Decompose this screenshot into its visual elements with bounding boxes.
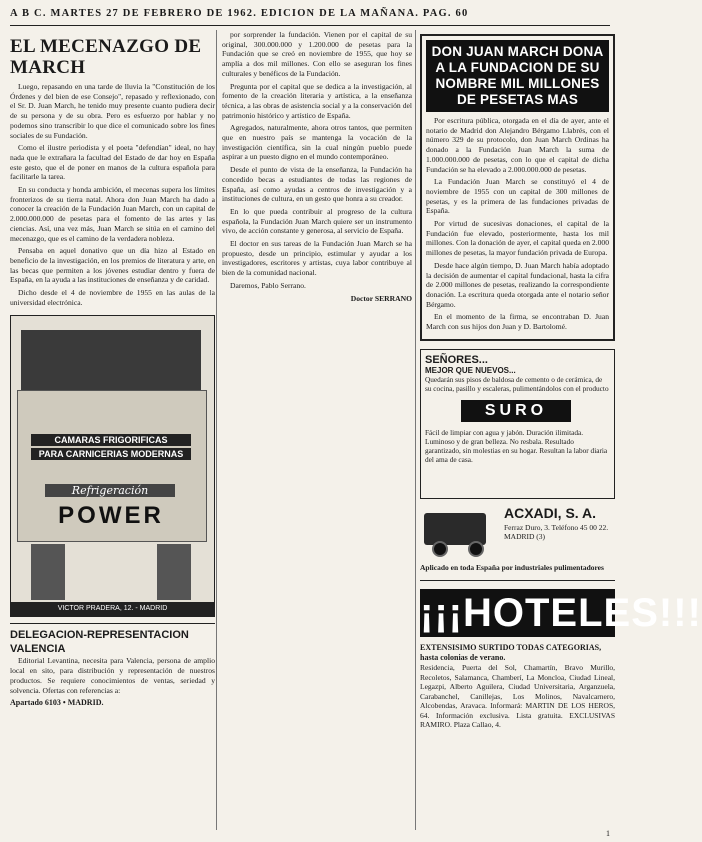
article-paragraph: En su conducta y honda ambición, el mecenas supera los límites fronterizos de su tierra natal. Ahora don Juan March ha dado a conocer la creación de la Fundación Juan March, con un capital de 2.000.000.000 de pesetas para el fomento de las artes y las ciencias. Así, una vez más, Juan March se sitúa en el camino del mecenazgo, que es el camino de la verdadera nobleza. xyxy=(10,185,215,243)
company-name: ACXADI, S. A. xyxy=(504,504,597,521)
truck-icon xyxy=(424,513,486,545)
floor-polish-ad xyxy=(420,349,615,499)
ad-subtitle: MEJOR QUE NUEVOS... xyxy=(425,365,516,375)
refrigeration-ad xyxy=(10,315,215,617)
acxadi-intro: Aplicado en toda España por industriales pulimentadores xyxy=(420,562,604,572)
article-paragraph: Daremos, Pablo Serrano. xyxy=(230,280,306,290)
article-paragraph: Agregados, naturalmente, ahora otros tantos, que permiten que en nuestro país se mantenga la vocación de la investigación científica, sin la cual ningún pueblo puede aspirar a un puesto digno en el mundo contemporáneo. xyxy=(222,123,412,162)
page-header: A B C. MARTES 27 DE FEBRERO DE 1962. EDICION DE LA MAÑANA. PAG. 60 xyxy=(10,3,610,26)
march-paragraph: En el momento de la firma, se encontraban D. Juan March con sus hijos don Juan y D. Bartolomé. xyxy=(426,312,609,332)
march-paragraph: La Fundación Juan March se constituyó el 4 de noviembre de 1955 con un capital de 300 millones de pesetas, y es la primera de las fundaciones privadas de España. xyxy=(426,177,609,216)
page-mark: 1 xyxy=(606,829,610,838)
ad-script-text: Refrigeración xyxy=(45,484,175,497)
left-column xyxy=(10,30,215,835)
ad-banner: CAMARAS FRIGORIFICAS xyxy=(31,434,191,446)
article-paragraph: Dicho desde el 4 de noviembre de 1955 en las aulas de la universidad electrónica. xyxy=(10,288,215,307)
ad-title: SEÑORES... xyxy=(425,353,488,366)
acxadi-ad xyxy=(420,505,615,563)
article-paragraph: Desde el punto de vista de la enseñanza, la Fundación ha concedido becas a estudiantes de todas las regiones de España, así como ayudas a centros de investigación y a instituciones de cultura, en un gesto que honra a su creador. xyxy=(222,165,412,204)
wheel-icon xyxy=(432,541,448,557)
march-paragraph: Por escritura pública, otorgada en el día de ayer, ante el notario de Madrid don Alejandro Bérgamo Llabrés, con el número 329 de su protocolo, don Juan March Ordinas ha donado a la Fundación Juan March la suma de 1.000.000.000 de pesetas, con lo que el capital de dicha Fundación se ha elevado a 2.000.000.000 de pesetas. xyxy=(426,116,609,174)
door-illustration xyxy=(157,544,191,600)
ad-text: Quedarán sus pisos de baldosa de cemento o de cerámica, de su cocina, pasillo y escaleras, pulimentándolos con el producto xyxy=(425,374,609,393)
hoteles-text: Residencia, Puerta del Sol, Chamartín, Bravo Murillo, Recoletos, Salamanca, Chamberí, La Moncloa, Ciudad Lineal, Legazpi, Alberto Aguilera, Ciudad Universitaria, Arganzuela, Carabanchel, Canillejas, Los Molinos, Navalcarnero, Alcobendas, Aravaca. Informará: MARTIN DE LOS HEROS, 64. Información exclusiva. Lista gratuita. EXCLUSIVAS RAMIRO. Plaza Callao, 4. xyxy=(420,663,615,730)
company-address: Ferraz Duro, 3. Teléfono 45 00 22. MADRID (3) xyxy=(504,522,609,541)
column-rule xyxy=(415,30,416,830)
march-donation-box xyxy=(420,34,615,341)
door-illustration xyxy=(31,544,65,600)
march-paragraph: Desde hace algún tiempo, D. Juan March había adoptado la decisión de aumentar el capital fundacional, hasta la cifra de 2.000 millones de pesetas, realizando la correspondiente donación. La escritura queda otorgada ante el notario señor Bérgamo. xyxy=(426,260,609,309)
right-column xyxy=(420,30,702,835)
hoteles-ad xyxy=(420,580,702,730)
article-paragraph: El doctor en sus tareas de la Fundación Juan March se ha propuesto, desde un principio, estimular y ayudar a los investigadores, escritores y artistas, cuya labor contribuye al bien de la comunidad nacional. xyxy=(222,239,412,278)
ad-footer: VICTOR PRADERA, 12. - MADRID xyxy=(11,602,214,616)
article-paragraph: Luego, repasando en una tarde de lluvia la "Constitución de los Órdenes y del bien de ese Consejo", repasado y reflexionado, con el Sr. D. Juan March, he tenido muy presente cuanto pudiera decir de su persona y de su obra. Pero es esfuerzo por hablar y no podemos sino transcribir lo que dice el comunicado sobre los fines sociales de su Fundación. xyxy=(10,82,215,140)
ad-banner: PARA CARNICERIAS MODERNAS xyxy=(31,448,191,460)
delegation-apartado: Apartado 6103 • MADRID. xyxy=(10,698,104,708)
article-author: Doctor SERRANO xyxy=(350,293,412,303)
middle-column xyxy=(222,30,412,835)
delegation-title: DELEGACION-REPRESENTACION VALENCIA xyxy=(10,623,215,656)
delegation-text: Editorial Levantina, necesita para Valencia, persona de amplio local en sito, para distribución y representación de nuestros productos. Se requiere conocimientos de ventas, seriedad y solvencia. Ofertas con referencias a: xyxy=(10,656,215,695)
hoteles-lead: EXTENSISIMO SURTIDO TODAS CATEGORIAS, hasta colonias de verano. xyxy=(420,643,602,663)
hoteles-title: ¡¡¡HOTELES!!! xyxy=(420,591,702,636)
article-paragraph: Pregunta por el capital que se dedica a la investigación, al fomento de la creación literaria y artística, a la enseñanza técnica, a las obras de asistencia social y a la conservación del patrimonio histórico y artístico de España. xyxy=(222,81,412,120)
march-headline: DON JUAN MARCH DONA A LA FUNDACION DE SU NOMBRE MIL MILLONES DE PESETAS MAS xyxy=(426,40,609,112)
building-illustration xyxy=(21,330,201,390)
column-rule xyxy=(216,30,217,830)
article-paragraph: Pensaba en aquel donativo que un día hizo al Estado en beneficio de la investigación, en los premios de literatura y arte, en las becas que permiten a los jóvenes estudiar dentro y fuera de España, en la ayuda a las instituciones de enseñanza y de caridad. xyxy=(10,246,215,285)
wheel-icon xyxy=(468,541,484,557)
article-paragraph: Como el ilustre periodista y el poeta "defendían" ideal, no hay nada que le extrañara la facultad del Estado de dar hoy en España este gesto, que el de poner en manos de la cultura española para facilitarle la tarea. xyxy=(10,143,215,182)
ad-text: Fácil de limpiar con agua y jabón. Duración ilimitada. Luminoso y de gran belleza. No resbala. Resultado garantizado, sin molestias en su hogar. Resultan la labor diaria del ama de casa. xyxy=(425,427,608,464)
article-paragraph: En lo que pueda contribuir al progreso de la cultura española, la Fundación Juan March quiere ser un instrumento vivo, de acción constante y generosa, al servicio de España. xyxy=(222,206,412,236)
article-headline: EL MECENAZGO DE MARCH xyxy=(10,36,202,78)
article-paragraph: por sorprender la fundación. Vienen por el capital de su original, 300.000.000 y 1.200.000 de pesetas para la Fundación que se creó en noviembre de 1955, que hoy se amplía a dos mil millones. Con ello se aseguran los fines culturales y benéficos de la Fundación. xyxy=(222,30,412,78)
ad-brand: SURO xyxy=(461,400,571,422)
ad-brand: POWER xyxy=(58,502,164,530)
march-paragraph: Por virtud de sucesivas donaciones, el capital de la Fundación fue elevado, posteriormente, hasta los mil millones. Con la donación de ayer, el capital queda en 2.000 millones de pesetas, la mayor fundación privada de Europa. xyxy=(426,219,609,258)
